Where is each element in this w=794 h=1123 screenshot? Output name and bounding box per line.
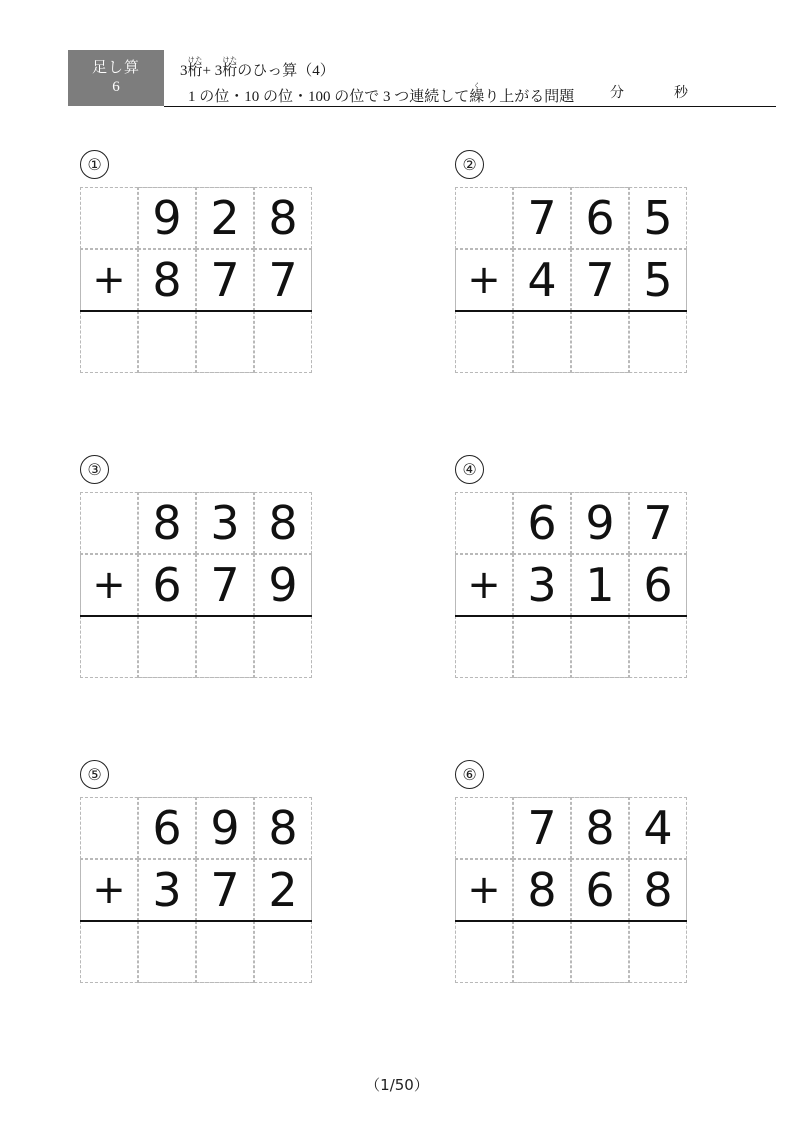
problem-number: ② [455, 150, 484, 179]
grid-cell [629, 311, 687, 373]
plus-operator: + [92, 867, 126, 913]
problem-6 [455, 760, 755, 983]
title-part-1: 3 [180, 63, 188, 79]
addend2-ones: 2 [268, 863, 298, 917]
addend1-tens: 9 [210, 801, 240, 855]
plus-operator: + [92, 562, 126, 608]
grid-cell [455, 797, 513, 859]
addend2-tens: 7 [585, 253, 615, 307]
grid-cell [196, 616, 254, 678]
addend1-ones: 4 [643, 801, 673, 855]
addend2-tens: 7 [210, 863, 240, 917]
addend1-hundreds: 7 [527, 801, 557, 855]
badge-title: 足し算 [91, 60, 140, 77]
addend1-tens: 2 [210, 191, 240, 245]
grid-cell [455, 616, 513, 678]
subtitle-kuri [469, 82, 485, 105]
addend2-ones: 6 [643, 558, 673, 612]
problem-2 [455, 150, 755, 373]
plus-operator: + [92, 257, 126, 303]
grid-cell [513, 921, 571, 983]
grid-cell [138, 616, 196, 678]
grid-cell [196, 311, 254, 373]
seconds-label: 秒 [674, 86, 688, 101]
header-text-block [180, 50, 708, 106]
grid-cell [80, 616, 138, 678]
minutes-label: 分 [610, 86, 624, 101]
grid-cell [571, 311, 629, 373]
grid-cell [254, 921, 312, 983]
header-badge [68, 50, 164, 106]
addend2-ones: 9 [268, 558, 298, 612]
grid-cell [513, 311, 571, 373]
addend2-hundreds: 8 [527, 863, 557, 917]
grid-cell [138, 311, 196, 373]
addend1-hundreds: 9 [152, 191, 182, 245]
grid-cell [455, 311, 513, 373]
addend1-ones: 7 [643, 496, 673, 550]
subtitle-part-1: 1 の位・10 の位・100 の位で 3 つ連続して [188, 89, 470, 105]
problem-row [0, 760, 794, 1065]
addend1-hundreds: 6 [527, 496, 557, 550]
title-keta-2-ruby: けた [222, 56, 238, 64]
title-part-3: のひっ算（4） [237, 63, 335, 79]
grid-cell [80, 187, 138, 249]
addend1-ones: 8 [268, 191, 298, 245]
addend2-ones: 8 [643, 863, 673, 917]
problem-grid [0, 150, 794, 1065]
grid-cell [629, 616, 687, 678]
worksheet-header [68, 50, 708, 108]
header-divider [164, 106, 776, 107]
calculation-grid [455, 797, 687, 983]
grid-cell [80, 797, 138, 859]
addend2-ones: 7 [268, 253, 298, 307]
addend1-ones: 8 [268, 496, 298, 550]
addend2-hundreds: 8 [152, 253, 182, 307]
problem-4 [455, 455, 755, 678]
addend2-hundreds: 3 [527, 558, 557, 612]
addend1-tens: 8 [585, 801, 615, 855]
subtitle-kuri-ruby: く [469, 82, 485, 90]
plus-operator: + [467, 257, 501, 303]
grid-cell [254, 616, 312, 678]
problem-number: ④ [455, 455, 484, 484]
addend2-tens: 7 [210, 558, 240, 612]
addend1-hundreds: 7 [527, 191, 557, 245]
calculation-grid [80, 187, 312, 373]
addend2-tens: 7 [210, 253, 240, 307]
grid-cell [513, 616, 571, 678]
calculation-grid [455, 187, 687, 373]
problem-3 [80, 455, 380, 678]
title-keta-2-base: 桁 [222, 63, 238, 79]
addend1-tens: 9 [585, 496, 615, 550]
grid-cell [254, 311, 312, 373]
addend1-hundreds: 6 [152, 801, 182, 855]
plus-operator: + [467, 867, 501, 913]
calculation-grid [455, 492, 687, 678]
addend1-hundreds: 8 [152, 496, 182, 550]
grid-cell [455, 921, 513, 983]
problem-5 [80, 760, 380, 983]
addend2-ones: 5 [643, 253, 673, 307]
title-part-2: + 3 [202, 63, 223, 79]
title-keta-1 [187, 56, 203, 79]
header-title-line [180, 56, 335, 80]
subtitle-part-2: り上がる問題 [484, 89, 575, 105]
problem-1 [80, 150, 380, 373]
problem-number: ⑥ [455, 760, 484, 789]
page-footer [0, 1074, 794, 1095]
grid-cell [571, 616, 629, 678]
addend2-tens: 1 [585, 558, 615, 612]
grid-cell [455, 187, 513, 249]
title-keta-1-base: 桁 [187, 63, 203, 79]
header-subtitle-line [188, 82, 574, 106]
calculation-grid [80, 797, 312, 983]
problem-row [0, 455, 794, 760]
page-indicator: （1/50） [365, 1076, 429, 1094]
title-keta-1-ruby: けた [187, 56, 203, 64]
addend1-tens: 3 [210, 496, 240, 550]
grid-cell [80, 311, 138, 373]
grid-cell [138, 921, 196, 983]
plus-operator: + [467, 562, 501, 608]
grid-cell [80, 921, 138, 983]
problem-number: ① [80, 150, 109, 179]
badge-number: 6 [112, 79, 120, 95]
problem-row [0, 150, 794, 455]
addend1-ones: 8 [268, 801, 298, 855]
problem-number: ⑤ [80, 760, 109, 789]
grid-cell [455, 492, 513, 554]
grid-cell [629, 921, 687, 983]
addend2-hundreds: 4 [527, 253, 557, 307]
addend2-hundreds: 6 [152, 558, 182, 612]
grid-cell [571, 921, 629, 983]
title-keta-2 [222, 56, 238, 79]
addend2-hundreds: 3 [152, 863, 182, 917]
grid-cell [80, 492, 138, 554]
problem-number: ③ [80, 455, 109, 484]
calculation-grid [80, 492, 312, 678]
addend1-tens: 6 [585, 191, 615, 245]
addend2-tens: 6 [585, 863, 615, 917]
grid-cell [196, 921, 254, 983]
subtitle-kuri-base: 繰 [469, 89, 485, 105]
addend1-ones: 5 [643, 191, 673, 245]
